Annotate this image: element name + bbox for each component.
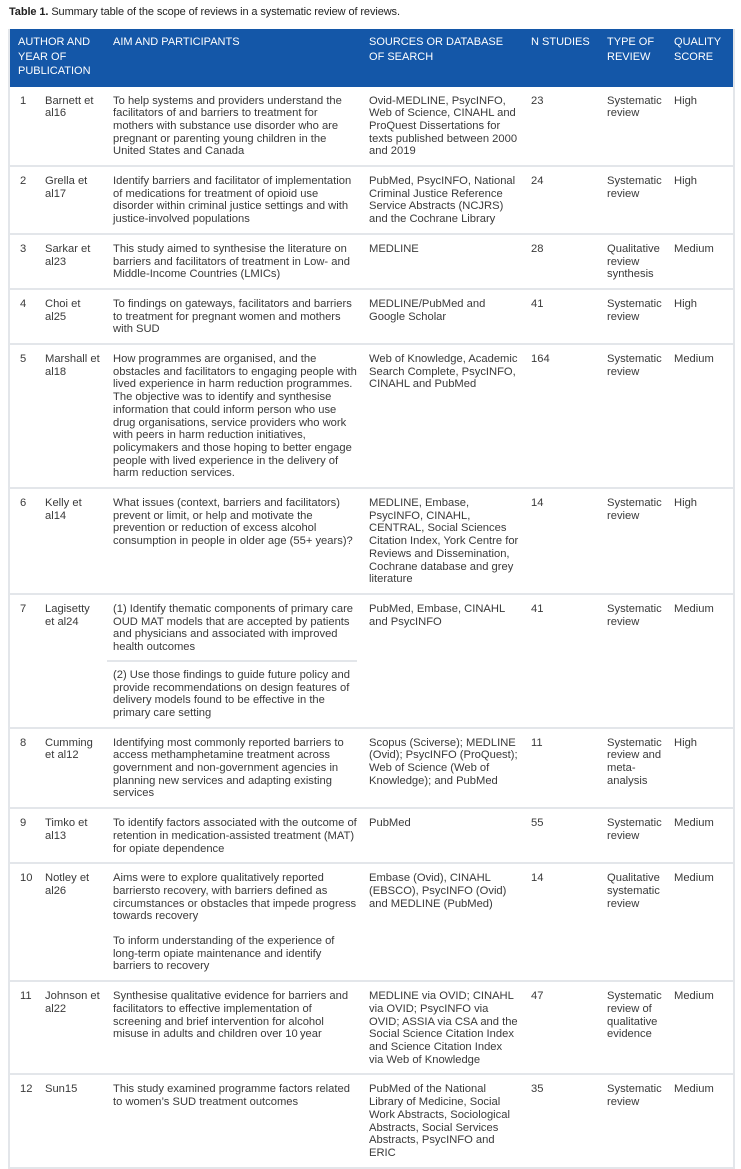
cell-aim (107, 594, 363, 728)
cell-quality: Medium (668, 863, 734, 981)
row-number: 9 (9, 808, 39, 863)
table-row (9, 289, 734, 344)
aim-paragraph: Synthesise qualitative evidence for barriers and facilitators to effective implementation of screening and brief intervention for alcohol misuse in adults and children over 10 year (113, 990, 349, 1041)
aim-paragraph: To inform understanding of the experience of long-term opiate maintenance and identify barriers to recovery (113, 935, 335, 973)
cell-type: Qualitative review synthesis (601, 234, 668, 289)
cell-aim (107, 166, 363, 234)
row-number: 3 (9, 234, 39, 289)
aim-paragraph: To help systems and providers understand the facilitators of and barriers to treatment for mothers with substance use disorder who are pregnant or parenting young children in the United States and Canada (113, 94, 342, 158)
cell-quality: High (668, 166, 734, 234)
cell-sources: PubMed, Embase, CINAHL and PsycINFO (363, 594, 525, 728)
cell-type: Systematic review (601, 488, 668, 594)
cell-type: Systematic review (601, 344, 668, 488)
cell-quality: High (668, 488, 734, 594)
aim-paragraph: To findings on gateways, facilitators and barriers to treatment for pregnant women and mothers with SUD (113, 297, 352, 336)
cell-aim (107, 488, 363, 594)
table-row (9, 981, 734, 1074)
cell-aim (107, 728, 363, 809)
table-row (9, 344, 734, 488)
cell-sources: Scopus (Sciverse); MEDLINE (Ovid); PsycINFO (ProQuest); Web of Science (Web of Knowledge); and PubMed (363, 728, 525, 809)
header-aim: AIM AND PARTICIPANTS (107, 29, 363, 87)
cell-quality: Medium (668, 808, 734, 863)
cell-type: Systematic review (601, 1074, 668, 1167)
cell-quality: Medium (668, 344, 734, 488)
cell-n-studies: 28 (525, 234, 601, 289)
cell-aim (107, 87, 363, 167)
aim-paragraph: Identify barriers and facilitator of implementation of medications for treatment of opioid use disorder within criminal justice settings and with justice-involved populations (113, 175, 352, 226)
cell-n-studies: 14 (525, 863, 601, 981)
cell-type: Systematic review (601, 594, 668, 728)
cell-sources: Ovid-MEDLINE, PsycINFO, Web of Science, CINAHL and ProQuest Dissertations for texts published between 2000 and 2019 (369, 94, 518, 158)
cell-sources: PubMed (363, 808, 525, 863)
cell-type: Systematic review (601, 808, 668, 863)
cell-type: Qualitative systematic review (601, 863, 668, 981)
row-number: 1 (20, 94, 27, 107)
cell-quality: Medium (668, 981, 734, 1074)
cell-author: Timko et al13 (39, 808, 107, 863)
cell-n-studies: 41 (525, 594, 601, 728)
row-number: 8 (9, 728, 39, 809)
cell-n-studies: 24 (525, 166, 601, 234)
cell-n-studies: 23 (531, 94, 544, 107)
table-body (9, 87, 734, 1168)
cell-n-studies: 55 (525, 808, 601, 863)
row-number: 6 (9, 488, 39, 594)
cell-n-studies: 164 (525, 344, 601, 488)
cell-author: Barnett et al16 (45, 94, 94, 120)
table-row (9, 594, 734, 728)
table-caption-text: Summary table of the scope of reviews in a systematic review of reviews. (51, 6, 400, 18)
table-row (9, 87, 734, 167)
table-row (9, 808, 734, 863)
cell-sources: PubMed, PsycINFO, National Criminal Justice Reference Service Abstracts (NCJRS) and the Cochrane Library (363, 166, 525, 234)
table-row (9, 234, 734, 289)
row-number: 11 (9, 981, 39, 1074)
header-type: TYPE OF REVIEW (601, 29, 668, 87)
aim-paragraph: This study aimed to synthesise the literature on barriers and facilitators of treatment in Low- and Middle-Income Countries (LMICs) (113, 242, 350, 281)
row-number: 7 (9, 594, 39, 728)
header-sources: SOURCES OR DATABASE OF SEARCH (363, 29, 525, 87)
cell-sources: MEDLINE/PubMed and Google Scholar (363, 289, 525, 344)
cell-author: Notley et al26 (39, 863, 107, 981)
cell-quality: Medium (668, 594, 734, 728)
aim-paragraph: To identify factors associated with the outcome of retention in medication-assisted treatment (MAT) for opiate dependence (113, 817, 357, 855)
cell-type: Systematic review and meta-analysis (601, 728, 668, 809)
aim-paragraph: What issues (context, barriers and facilitators) prevent or limit, or help and motivate the prevention or reduction of excess alcohol consumption in people in older age (55+ years)? (113, 497, 353, 548)
cell-type: Systematic review (607, 94, 662, 120)
table-row (9, 1074, 734, 1167)
cell-aim (107, 981, 363, 1074)
cell-sources: MEDLINE via OVID; CINAHL via OVID; PsycINFO via OVID; ASSIA via CSA and the Social Science Citation Index and Science Citation Index via Web of Knowledge (363, 981, 525, 1074)
cell-n-studies: 47 (525, 981, 601, 1074)
row-number: 5 (9, 344, 39, 488)
table-row (9, 863, 734, 981)
aim-paragraph: This study examined programme factors related to women’s SUD treatment outcomes (113, 1083, 350, 1109)
cell-n-studies: 14 (525, 488, 601, 594)
cell-quality: Medium (668, 1074, 734, 1167)
cell-n-studies: 41 (525, 289, 601, 344)
cell-aim (107, 863, 363, 981)
aim-paragraph: (2) Use those findings to guide future policy and provide recommendations on design features of delivery models found to be effective in the primary care setting (107, 660, 357, 720)
cell-quality: High (668, 289, 734, 344)
cell-type: Systematic review (601, 166, 668, 234)
cell-sources: MEDLINE, Embase, PsycINFO, CINAHL, CENTRAL, Social Sciences Citation Index, York Centre for Reviews and Dissemination, Cochrane database and grey literature (363, 488, 525, 594)
cell-sources: Embase (Ovid), CINAHL (EBSCO), PsycINFO (Ovid) and MEDLINE (PubMed) (363, 863, 525, 981)
row-number: 2 (9, 166, 39, 234)
cell-author: Grella et al17 (39, 166, 107, 234)
cell-aim (107, 1074, 363, 1167)
cell-n-studies: 35 (525, 1074, 601, 1167)
row-number: 10 (9, 863, 39, 981)
cell-aim (107, 344, 363, 488)
table-header (9, 29, 734, 87)
aim-paragraph: (1) Identify thematic components of primary care OUD MAT models that are accepted by patients and physicians and associated with improved health outcomes (113, 603, 354, 654)
cell-author: Johnson et al22 (39, 981, 107, 1074)
cell-quality: High (674, 94, 698, 107)
cell-n-studies: 11 (525, 728, 601, 809)
aim-paragraph: Aims were to explore qualitatively reported barriersto recovery, with barriers defined as circumstances or obstacles that impede progress towards recovery (113, 872, 357, 923)
cell-author: Cumming et al12 (39, 728, 107, 809)
header-author: AUTHOR AND YEAR OF PUBLICATION (9, 29, 107, 87)
cell-sources: Web of Knowledge, Academic Search Complete, PsycINFO, CINAHL and PubMed (363, 344, 525, 488)
table-row (9, 166, 734, 234)
cell-author: Sarkar et al23 (39, 234, 107, 289)
cell-author: Lagisetty et al24 (39, 594, 107, 728)
row-number: 12 (9, 1074, 39, 1167)
cell-sources: PubMed of the National Library of Medicine, Social Work Abstracts, Sociological Abstracts, Social Services Abstracts, PsycINFO and ERIC (363, 1074, 525, 1167)
table-caption (9, 6, 400, 18)
cell-author: Marshall et al18 (39, 344, 107, 488)
cell-aim (107, 234, 363, 289)
cell-author: Sun15 (39, 1074, 107, 1167)
cell-sources: MEDLINE (363, 234, 525, 289)
header-n-studies: N STUDIES (525, 29, 601, 87)
cell-aim (107, 289, 363, 344)
table-row (9, 488, 734, 594)
cell-type: Systematic review (601, 289, 668, 344)
cell-quality: Medium (668, 234, 734, 289)
table-caption-label: Table 1. (9, 6, 49, 18)
cell-author: Choi et al25 (39, 289, 107, 344)
aim-paragraph: Identifying most commonly reported barriers to access methamphetamine treatment across government and non-government agencies in planning new services and adapting existing services (113, 736, 344, 800)
row-number: 4 (9, 289, 39, 344)
cell-author: Kelly et al14 (39, 488, 107, 594)
cell-type: Systematic review of qualitative evidence (601, 981, 668, 1074)
summary-table (8, 29, 735, 1169)
aim-paragraph: How programmes are organised, and the obstacles and facilitators to engaging people with lived experience in harm reduction programmes. The objective was to identify and synthesise information that could inform person who use drug organisations, service providers who work with peers in harm reduction initiatives, policymakers and those hoping to better engage people with lived experience in the delivery of harm reduction services. (113, 353, 357, 480)
table-row (9, 728, 734, 809)
cell-aim (107, 808, 363, 863)
header-row (9, 29, 734, 87)
header-quality: QUALITY SCORE (668, 29, 734, 87)
cell-quality: High (668, 728, 734, 809)
